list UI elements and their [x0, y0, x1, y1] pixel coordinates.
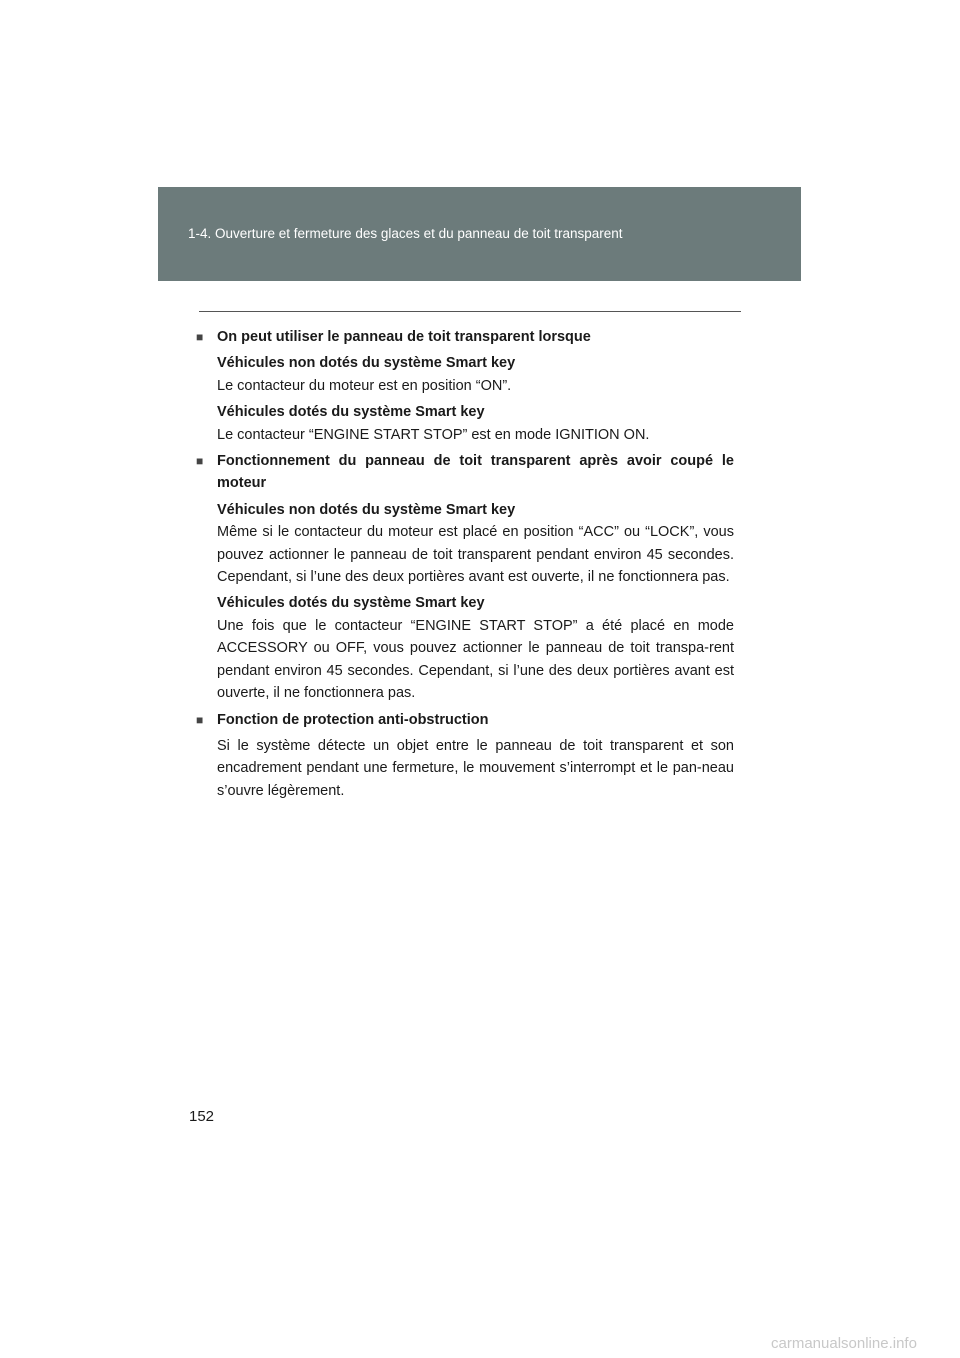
info-block [217, 352, 734, 397]
block-text: Le contacteur “ENGINE START STOP” est en mode IGNITION ON. [217, 426, 650, 443]
info-block [217, 499, 734, 589]
block-subheading: Véhicules dotés du système Smart key [217, 404, 485, 421]
section-heading [196, 709, 734, 731]
chapter-header-band [158, 187, 801, 281]
info-block [217, 735, 734, 802]
watermark-text: carmanualsonline.info [771, 1335, 917, 1352]
chapter-title: 1-4. Ouverture et fermeture des glaces et du panneau de toit transparent [188, 226, 623, 241]
square-bullet-icon: ■ [196, 712, 204, 727]
section-heading [196, 450, 734, 495]
square-bullet-icon: ■ [196, 454, 204, 469]
section-after-engine-off [196, 450, 734, 704]
section-heading-text: Fonctionnement du panneau de toit transparent après avoir coupé le moteur [217, 453, 734, 492]
page-content [196, 326, 734, 806]
block-text: Une fois que le contacteur “ENGINE START STOP” a été placé en mode ACCESSORY ou OFF, vous pouvez actionner le panneau de toit transpa-rent pendant environ 45 secondes. Cependant, si l’une des deux portières avant est ouverte, il ne fonctionnera pas. [217, 617, 734, 702]
section-heading-text: Fonction de protection anti-obstruction [217, 711, 489, 728]
section-heading-text: On peut utiliser le panneau de toit transparent lorsque [217, 329, 591, 345]
block-text: Si le système détecte un objet entre le panneau de toit transparent et son encadrement pendant une fermeture, le mouvement s’interrompt et le pan-neau s’ouvre légèrement. [217, 737, 734, 799]
block-text: Même si le contacteur du moteur est placé en position “ACC” ou “LOCK”, vous pouvez actionner le panneau de toit transparent pendant environ 45 secondes. Cependant, si l’une des deux portières avant est ouverte, il ne fonctionnera pas. [217, 524, 734, 586]
info-block [217, 592, 734, 704]
block-subheading: Véhicules non dotés du système Smart key [217, 355, 516, 372]
square-bullet-icon: ■ [196, 330, 204, 344]
block-text: Le contacteur du moteur est en position “ON”. [217, 377, 512, 394]
block-subheading: Véhicules non dotés du système Smart key [217, 501, 516, 518]
block-subheading: Véhicules dotés du système Smart key [217, 595, 485, 612]
section-anti-obstruction [196, 709, 734, 803]
page-number: 152 [189, 1108, 215, 1125]
info-block [217, 401, 734, 446]
section-sunroof-usable [196, 326, 734, 446]
header-divider [199, 311, 741, 312]
section-heading [196, 326, 734, 348]
